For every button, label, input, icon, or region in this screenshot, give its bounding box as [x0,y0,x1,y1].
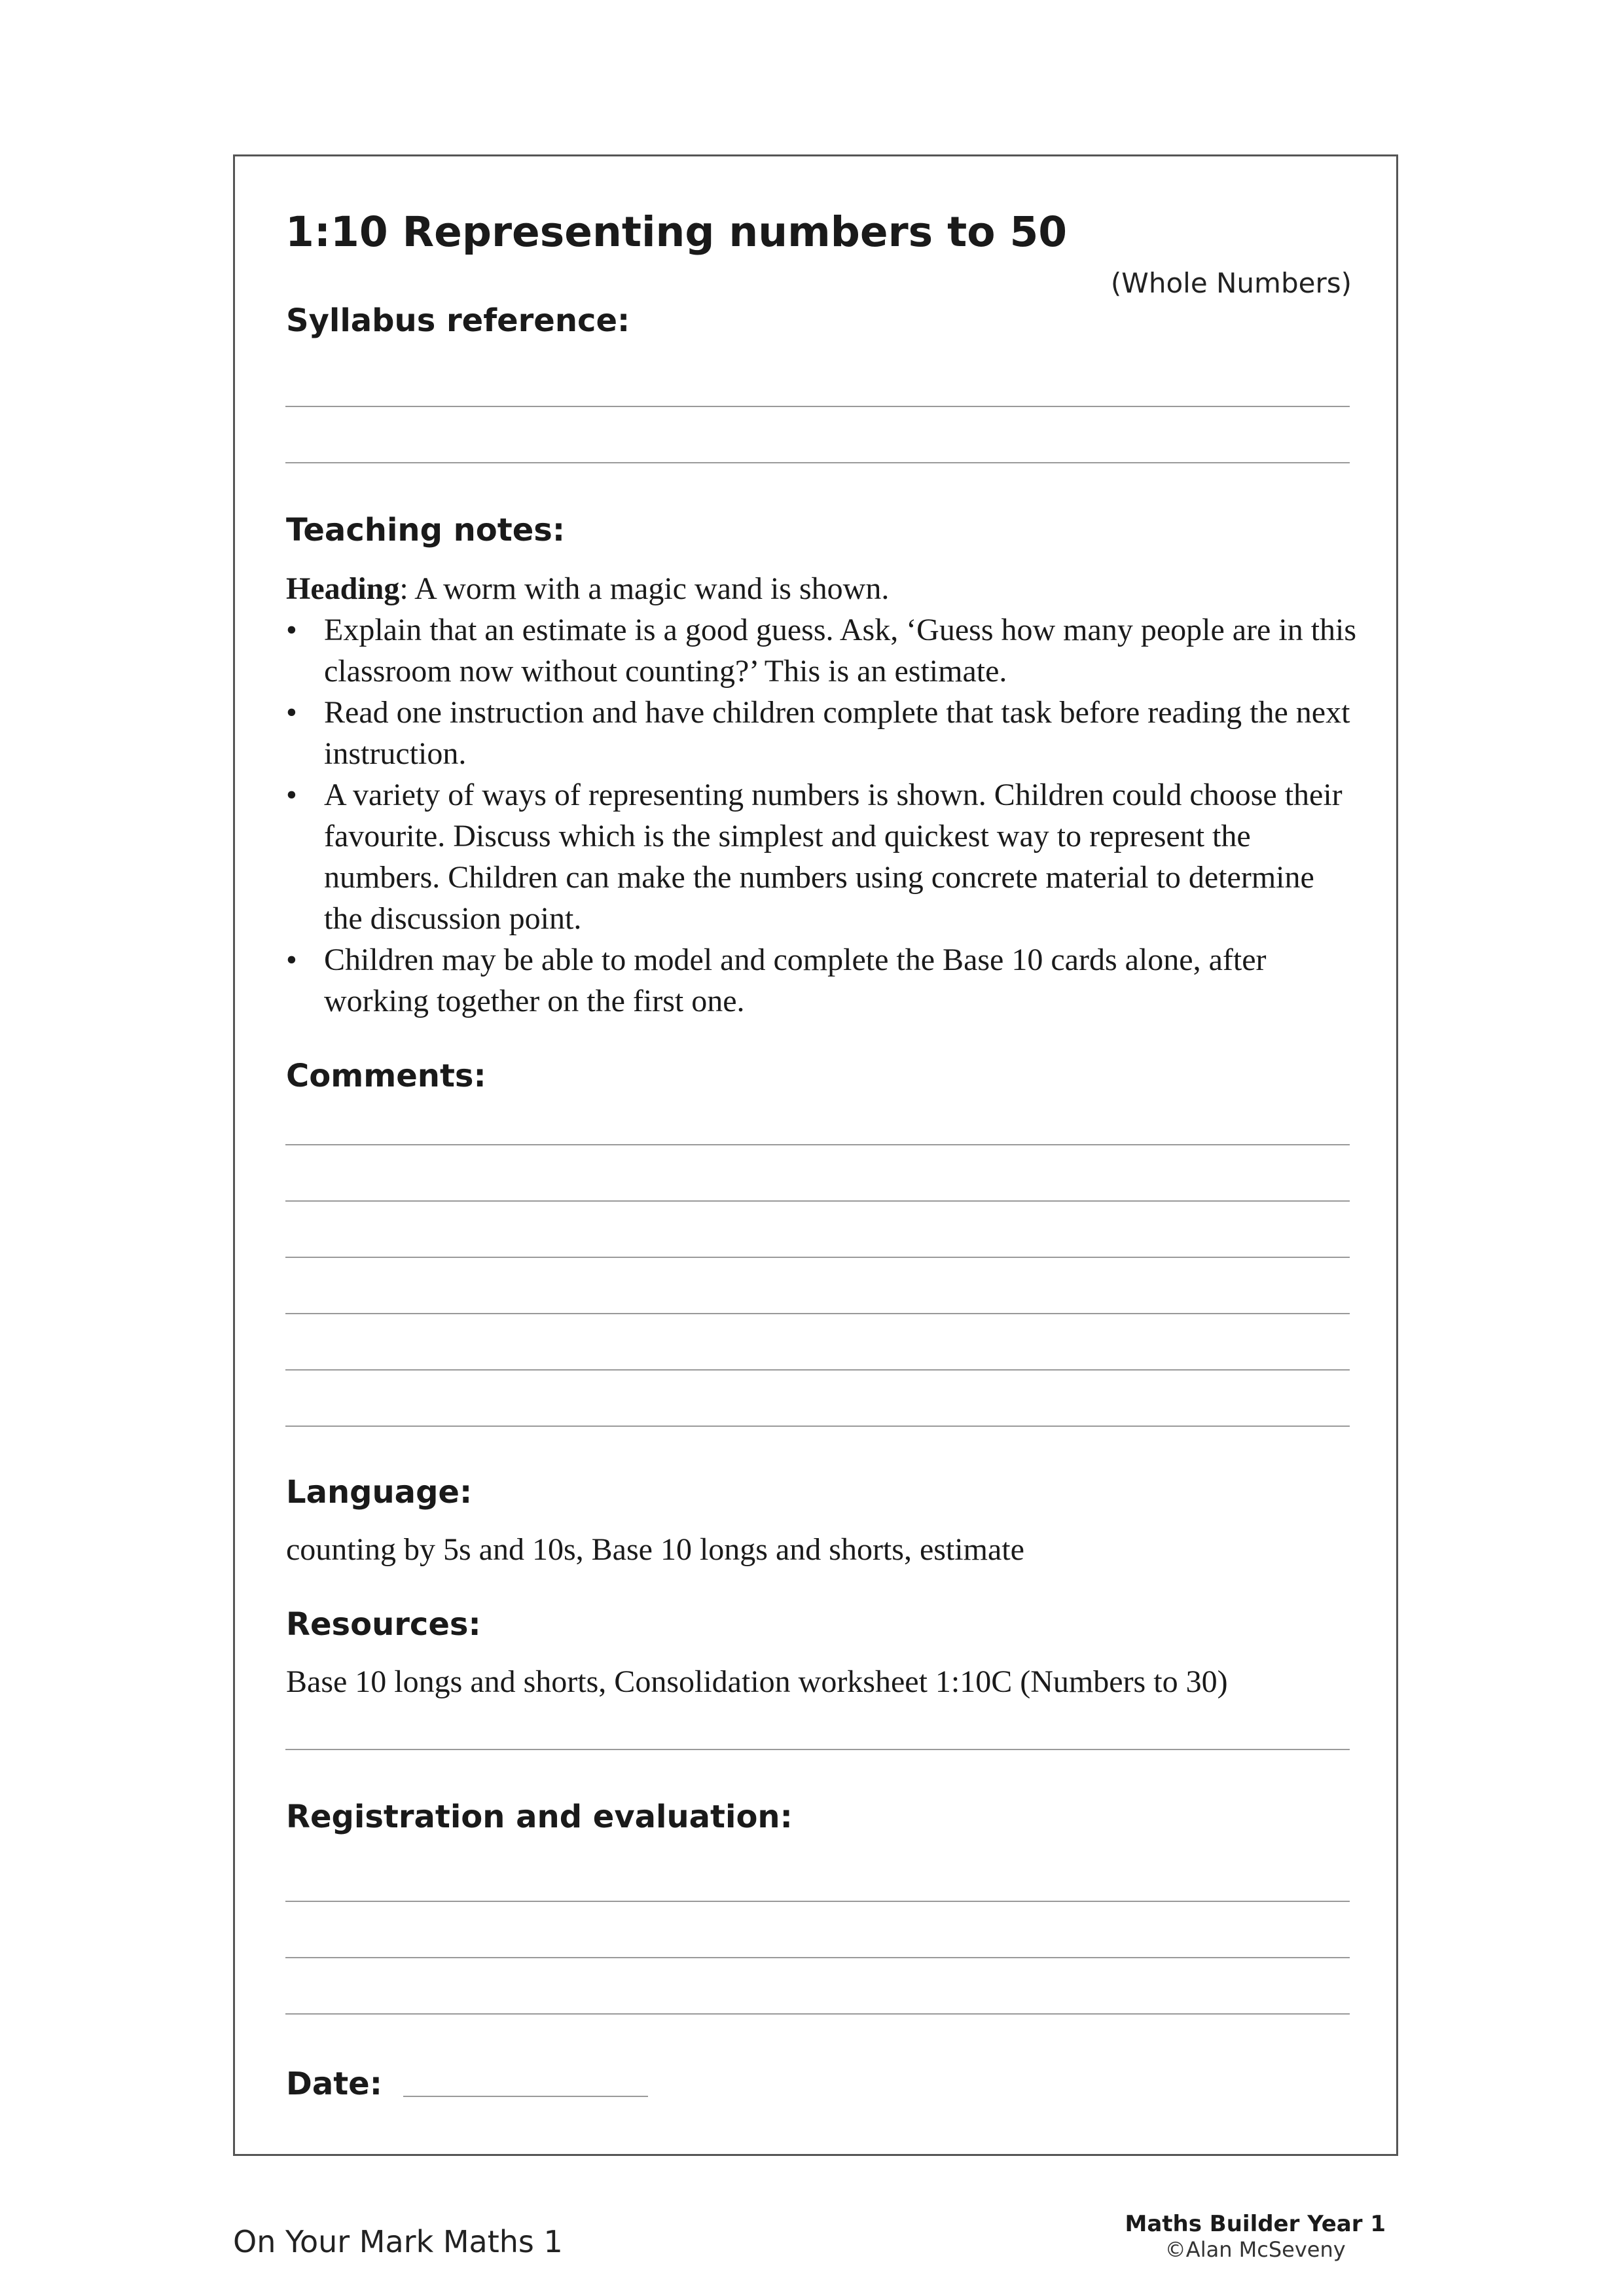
comments-line-4[interactable] [285,1313,1350,1314]
date-field[interactable] [403,2096,648,2097]
list-item: • Read one instruction and have children complete that task before reading the next instruction. [286,692,1360,774]
resources-line[interactable] [285,1749,1350,1750]
comments-line-2[interactable] [285,1200,1350,1202]
footer-copyright: ©Alan McSeveny [1164,2237,1346,2262]
resources-heading: Resources: [286,1606,481,1643]
notes-heading-label: Heading [286,571,400,606]
category-label: (Whole Numbers) [1110,267,1352,299]
comments-line-5[interactable] [285,1369,1350,1371]
language-heading: Language: [286,1474,473,1511]
registration-line-1[interactable] [285,1901,1350,1902]
resources-text: Base 10 longs and shorts, Consolidation worksheet 1:10C (Numbers to 30) [286,1664,1228,1699]
list-item: • Explain that an estimate is a good guess. Ask, ‘Guess how many people are in this classroom now without counting?’ This is an estimate. [286,609,1360,692]
page-frame [233,154,1398,2156]
teaching-notes-heading: Teaching notes: [286,512,566,548]
syllabus-heading: Syllabus reference: [286,302,630,339]
registration-line-3[interactable] [285,2013,1350,2015]
page-title: 1:10 Representing numbers to 50 [285,208,1068,256]
notes-heading-line [286,568,1360,609]
footer-credits [1125,2211,1386,2262]
list-item: • Children may be able to model and complete the Base 10 cards alone, after working together on the first one. [286,939,1360,1022]
registration-heading: Registration and evaluation: [286,1799,793,1835]
language-text: counting by 5s and 10s, Base 10 longs and shorts, estimate [286,1532,1024,1567]
syllabus-line-2[interactable] [285,462,1350,463]
footer-book-title: Maths Builder Year 1 [1125,2211,1386,2237]
comments-heading: Comments: [286,1058,486,1094]
list-item: • A variety of ways of representing numbers is shown. Children could choose their favourite. Discuss which is the simplest and quickest way to represent the numbers. Children can make the numbers using concrete material to determine the discussion point. [286,774,1360,939]
teaching-notes-body [286,568,1360,1022]
comments-line-6[interactable] [285,1426,1350,1427]
comments-line-1[interactable] [285,1144,1350,1145]
notes-heading-text: : A worm with a magic wand is shown. [399,571,890,606]
syllabus-line-1[interactable] [285,406,1350,407]
date-label: Date: [286,2066,382,2102]
notes-bullet-list [286,609,1360,1022]
registration-line-2[interactable] [285,1957,1350,1958]
comments-line-3[interactable] [285,1257,1350,1258]
footer-series-title: On Your Mark Maths 1 [233,2224,563,2259]
